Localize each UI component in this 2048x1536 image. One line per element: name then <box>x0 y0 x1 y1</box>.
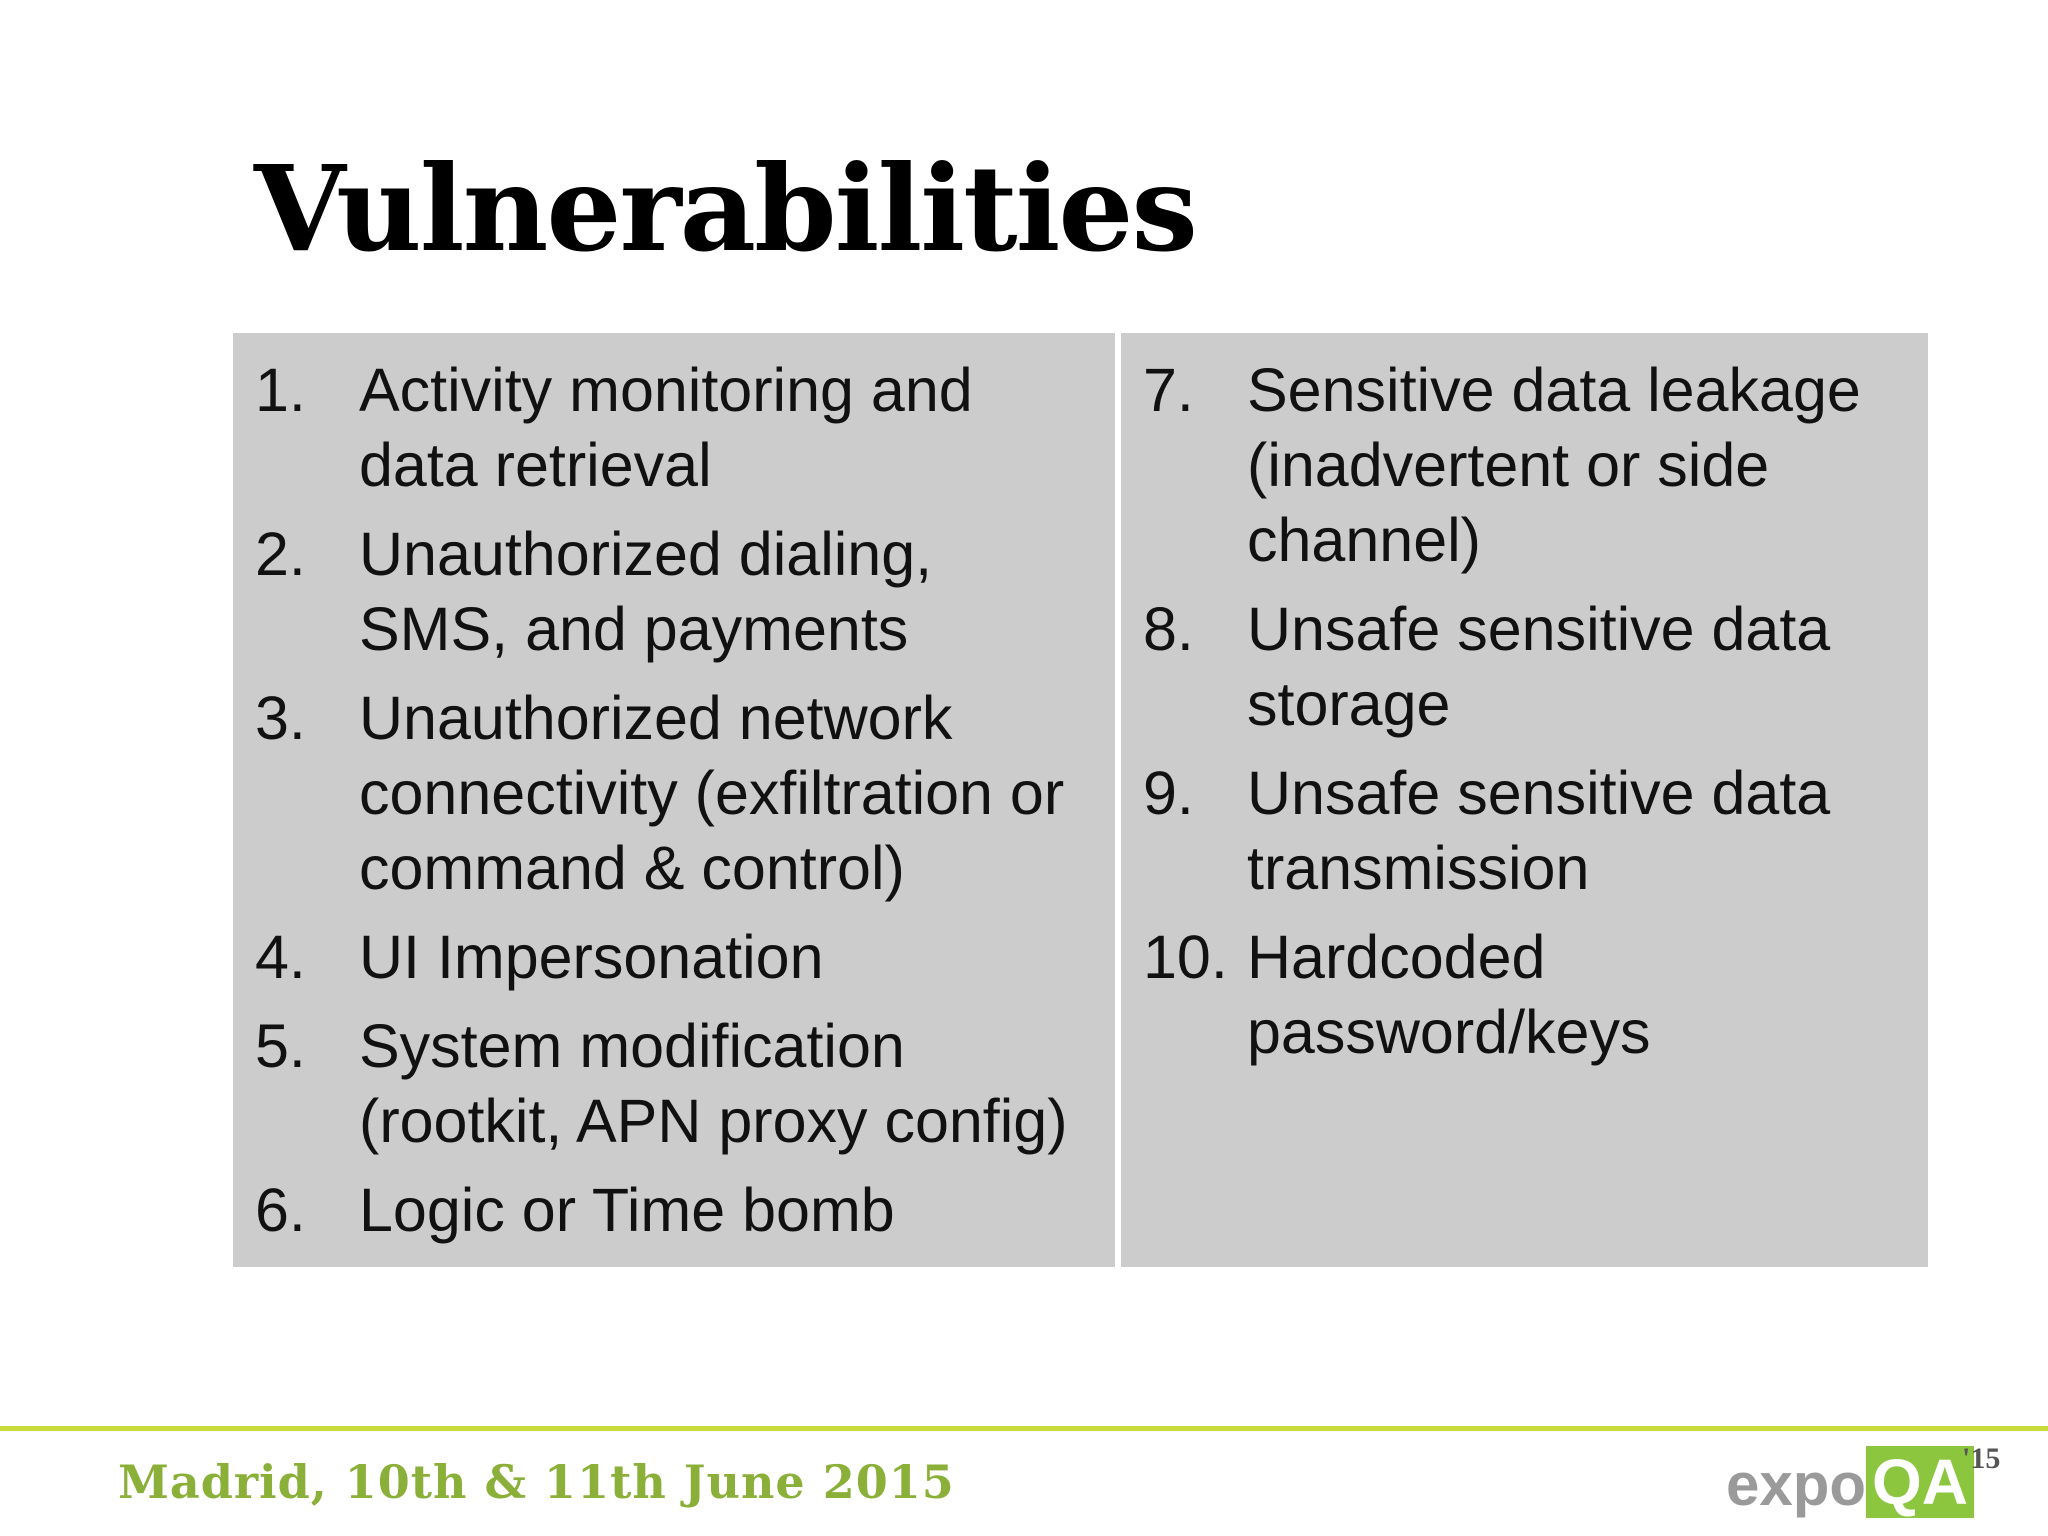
item-number: 6. <box>255 1176 306 1244</box>
list-item <box>1143 920 1928 1070</box>
list-item <box>1143 592 1928 742</box>
left-panel <box>233 333 1115 1267</box>
item-number: 1. <box>255 356 306 424</box>
right-list <box>1143 353 1928 1070</box>
list-item <box>1143 756 1928 906</box>
item-number: 7. <box>1143 356 1194 424</box>
list-item <box>255 1009 1115 1159</box>
list-item <box>1143 353 1928 578</box>
item-text: System modification (rootkit, APN proxy config) <box>359 1012 1068 1155</box>
list-item <box>255 920 1115 995</box>
item-text: Unauthorized network connectivity (exfiltration or command & control) <box>359 684 1065 902</box>
item-text: Sensitive data leakage (inadvertent or side channel) <box>1247 356 1861 574</box>
item-number: 2. <box>255 520 306 588</box>
item-text: Hardcoded password/keys <box>1247 923 1651 1066</box>
item-text: Logic or Time bomb <box>359 1176 895 1244</box>
item-number: 5. <box>255 1012 306 1080</box>
logo-qa-badge: QA <box>1866 1446 1974 1518</box>
item-number: 3. <box>255 684 306 752</box>
list-item <box>255 681 1115 906</box>
item-text: Activity monitoring and data retrieval <box>359 356 973 499</box>
list-item <box>255 353 1115 503</box>
logo-year-text: '15 <box>1962 1442 2001 1475</box>
left-list <box>255 353 1115 1248</box>
item-text: Unsafe sensitive data transmission <box>1247 759 1831 902</box>
slide-title: Vulnerabilities <box>254 139 1196 278</box>
item-number: 8. <box>1143 595 1194 663</box>
logo-expo-text: expo <box>1726 1451 1867 1518</box>
item-number: 4. <box>255 923 306 991</box>
list-item <box>255 1173 1115 1248</box>
item-text: UI Impersonation <box>359 923 824 991</box>
item-number: 9. <box>1143 759 1194 827</box>
list-item <box>255 517 1115 667</box>
footer-divider <box>0 1426 2048 1431</box>
item-text: Unsafe sensitive data storage <box>1247 595 1831 738</box>
item-text: Unauthorized dialing, SMS, and payments <box>359 520 933 663</box>
item-number: 10. <box>1143 923 1228 991</box>
expoqa-logo <box>1726 1442 2026 1522</box>
right-panel <box>1121 333 1928 1267</box>
event-date-text: Madrid, 10th & 11th June 2015 <box>118 1455 955 1509</box>
